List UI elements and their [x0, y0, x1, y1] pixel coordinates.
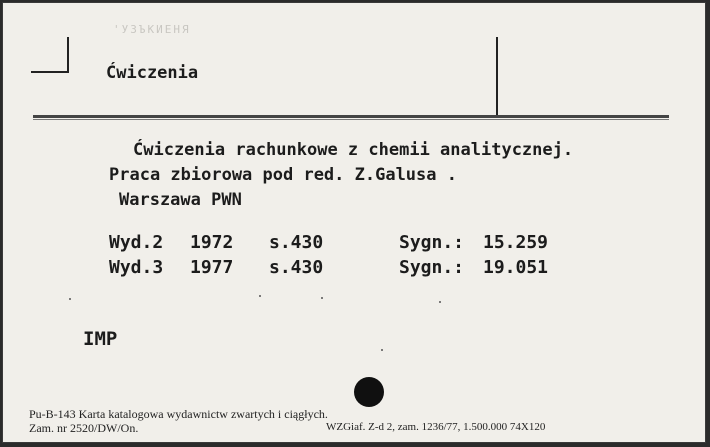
subject-heading: Ćwiczenia [106, 63, 199, 83]
header-vertical-rule [496, 37, 498, 115]
edition-1-sygn-label: Sygn.: [399, 232, 465, 253]
header-rule [33, 115, 669, 118]
speck [439, 301, 441, 303]
edition-2-year: 1977 [190, 257, 234, 278]
edition-1-pages: s.430 [269, 232, 324, 253]
entry-authors: Praca zbiorowa pod red. Z.Galusa . [109, 165, 457, 185]
speck [69, 298, 71, 300]
edition-1-year: 1972 [190, 232, 234, 253]
edition-2-sygn-label: Sygn.: [399, 257, 465, 278]
edition-2: Wyd.3 [109, 257, 164, 278]
entry-title: Ćwiczenia rachunkowe z chemii analitycznej. [133, 140, 574, 160]
speck [259, 295, 261, 297]
edition-1-sygn: 15.259 [483, 232, 549, 253]
punch-hole [354, 377, 384, 407]
speck [381, 349, 383, 351]
header-rule-lower [33, 119, 669, 120]
corner-guide-horizontal [31, 71, 69, 73]
entry-place: Warszawa PWN [119, 190, 242, 210]
speck [321, 297, 323, 299]
edition-2-sygn: 19.051 [483, 257, 549, 278]
footer-line-1: Pu-B-143 Karta katalogowa wydawnictw zwartych i ciągłych. [29, 407, 328, 421]
footer-line-2-right: WZGiaf. Z-d 2, zam. 1236/77, 1.500.000 74X120 [326, 421, 546, 433]
edition-2-pages: s.430 [269, 257, 324, 278]
note-imp: IMP [83, 328, 118, 350]
corner-guide-vertical [67, 37, 69, 73]
footer-line-2-left: Zam. nr 2520/DW/On. [29, 421, 139, 435]
catalog-card [2, 2, 706, 443]
edition-1: Wyd.2 [109, 232, 164, 253]
faint-stamp: 'УЗЪКИЕНЯ [113, 23, 191, 36]
